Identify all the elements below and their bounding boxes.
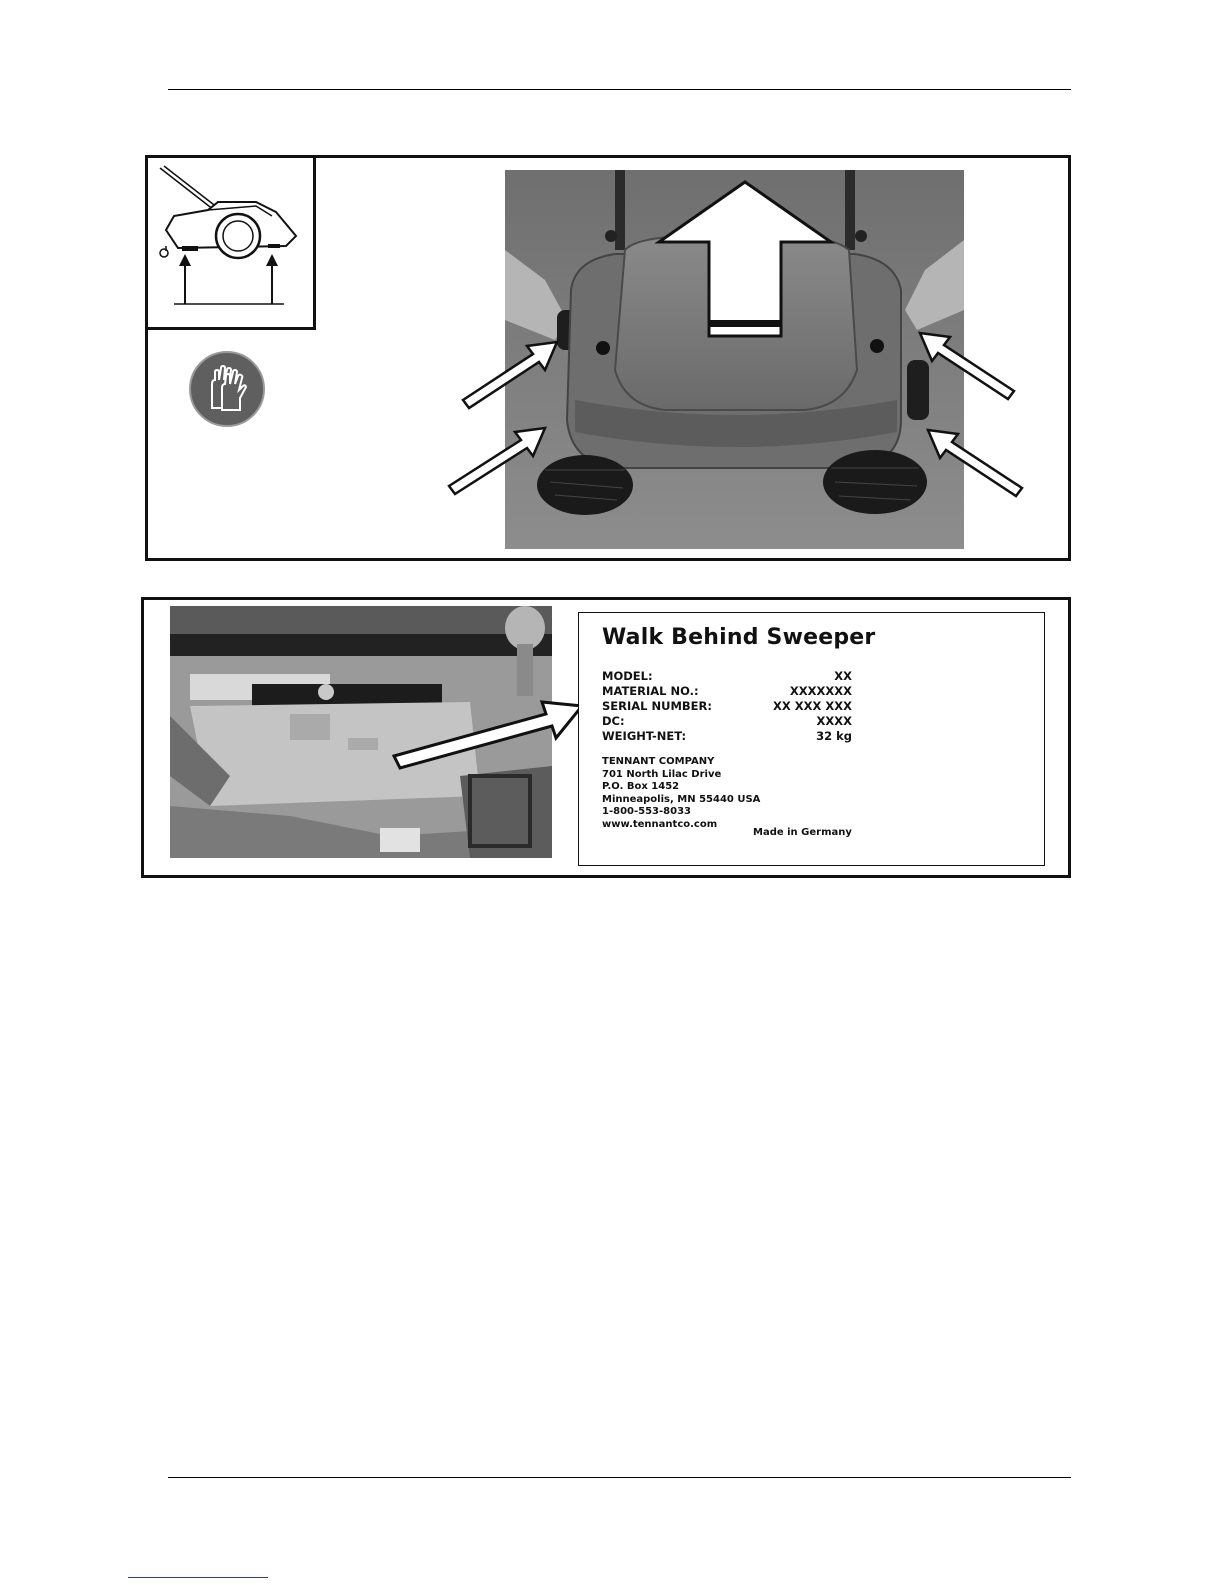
spec-row-weight-net	[602, 729, 852, 745]
arrow-icon	[920, 420, 1030, 500]
arrow-icon	[912, 323, 1022, 403]
address-line: 701 North Lilac Drive	[602, 768, 722, 780]
spec-value: XX XXX XXX	[773, 699, 852, 713]
spec-row-dc	[602, 714, 852, 730]
gloves-icon	[188, 350, 266, 428]
spec-value: 32 kg	[816, 729, 852, 743]
spec-value: XXXX	[816, 714, 852, 728]
address-line: 1-800-553-8033	[602, 806, 691, 817]
spec-row-material-no	[602, 684, 852, 700]
spec-label: DC:	[602, 714, 625, 728]
arrow-icon	[455, 332, 565, 412]
address-line: Minneapolis, MN 55440 USA	[602, 793, 761, 805]
arrow-icon	[388, 692, 588, 776]
address-line: TENNANT COMPANY	[602, 756, 715, 767]
header-rule	[168, 89, 1071, 90]
address-line: P.O. Box 1452	[602, 781, 680, 792]
spec-row-serial-number	[602, 699, 852, 715]
spec-label: MATERIAL NO.:	[602, 684, 699, 698]
made-in-label: Made in Germany	[753, 827, 852, 838]
footer-rule	[168, 1477, 1071, 1478]
spec-label: WEIGHT-NET:	[602, 729, 687, 743]
lift-diagram-inset	[145, 155, 316, 330]
spec-label: MODEL:	[602, 669, 653, 683]
arrow-icon	[441, 418, 553, 498]
spec-value: XXXXXXX	[789, 684, 852, 698]
address-line: www.tennantco.com	[602, 818, 718, 830]
manufacturer-address	[602, 756, 760, 831]
spec-label: SERIAL NUMBER:	[602, 699, 712, 713]
sweeper-lift-photo	[505, 170, 964, 549]
spec-row-model	[602, 669, 852, 685]
footer-link-underline[interactable]	[128, 1577, 268, 1578]
rating-plate-title: Walk Behind Sweeper	[602, 625, 876, 650]
rating-plate	[578, 612, 1045, 866]
sweeper-lift-diagram-icon	[148, 158, 313, 327]
spec-value: XX	[834, 669, 852, 683]
